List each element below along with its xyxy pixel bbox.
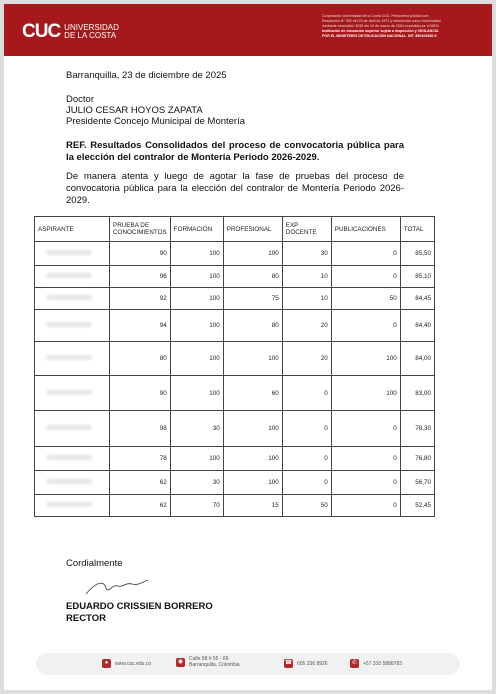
letter-date: Barranquilla, 23 de diciembre de 2025 — [66, 70, 227, 81]
redacted-name — [46, 502, 92, 507]
logo-text: UNIVERSIDAD DE LA COSTA — [64, 23, 119, 40]
cell-total: 85,50 — [400, 242, 434, 266]
footer-bar — [36, 653, 460, 675]
university-logo[interactable] — [22, 21, 119, 43]
aspirante-cell-redacted — [35, 342, 110, 376]
phone-icon: ☎ — [284, 660, 293, 666]
cell-formacion: 70 — [170, 495, 223, 517]
col-profesional: PROFESIONAL — [223, 217, 282, 242]
cell-exp: 0 — [282, 411, 331, 447]
cell-formacion: 100 — [170, 288, 223, 310]
col-exp-docente: EXP DOCENTE — [282, 217, 331, 242]
closing: Cordialmente — [66, 558, 123, 569]
cell-exp: 20 — [282, 342, 331, 376]
cell-exp: 20 — [282, 310, 331, 342]
footer-whatsapp[interactable]: ✆ +57 310 5888783 — [351, 660, 403, 667]
table-row — [35, 411, 435, 447]
cell-prueba: 62 — [110, 495, 171, 517]
table-row — [35, 242, 435, 266]
cell-profesional: 100 — [223, 342, 282, 376]
intro-paragraph: De manera atenta y luego de agotar la fase de pruebas del proceso de convocatoria pública para la elección del contralor de Montería Periodo 2026-2029. — [66, 171, 404, 206]
whatsapp-icon: ✆ — [351, 660, 358, 666]
cell-publicaciones: 0 — [331, 495, 400, 517]
table-row — [35, 288, 435, 310]
aspirante-cell-redacted — [35, 447, 110, 471]
table-row — [35, 266, 435, 288]
cell-publicaciones: 0 — [331, 471, 400, 495]
signature-image — [82, 576, 152, 600]
cell-prueba: 90 — [110, 376, 171, 411]
cell-total: 84,45 — [400, 288, 434, 310]
cell-prueba: 80 — [110, 342, 171, 376]
cell-publicaciones: 100 — [331, 342, 400, 376]
redacted-name — [46, 273, 92, 278]
cell-total: 52,45 — [400, 495, 434, 517]
aspirante-cell-redacted — [35, 376, 110, 411]
redacted-name — [46, 425, 92, 430]
cell-prueba: 98 — [110, 411, 171, 447]
footer-web[interactable]: ● www.cuc.edu.co — [102, 659, 151, 668]
cell-exp: 0 — [282, 471, 331, 495]
results-table — [34, 216, 435, 517]
cell-publicaciones: 0 — [331, 310, 400, 342]
cell-exp: 10 — [282, 288, 331, 310]
recipient-name: JULIO CESAR HOYOS ZAPATA — [66, 105, 203, 116]
cell-publicaciones: 0 — [331, 242, 400, 266]
cell-publicaciones: 100 — [331, 376, 400, 411]
aspirante-cell-redacted — [35, 242, 110, 266]
cell-profesional: 15 — [223, 495, 282, 517]
cell-profesional: 80 — [223, 310, 282, 342]
cell-profesional: 80 — [223, 266, 282, 288]
cell-prueba: 92 — [110, 288, 171, 310]
table-row — [35, 310, 435, 342]
cell-profesional: 75 — [223, 288, 282, 310]
cell-prueba: 90 — [110, 242, 171, 266]
cell-publicaciones: 50 — [331, 288, 400, 310]
cell-exp: 0 — [282, 376, 331, 411]
redacted-name — [46, 322, 92, 327]
cell-total: 83,00 — [400, 376, 434, 411]
redacted-name — [46, 295, 92, 300]
aspirante-cell-redacted — [35, 266, 110, 288]
logo-mark: CUC — [22, 21, 61, 42]
redacted-name — [46, 390, 92, 395]
cell-formacion: 100 — [170, 342, 223, 376]
cell-exp: 30 — [282, 242, 331, 266]
cell-exp: 10 — [282, 266, 331, 288]
cell-formacion: 100 — [170, 266, 223, 288]
aspirante-cell-redacted — [35, 411, 110, 447]
cell-publicaciones: 0 — [331, 411, 400, 447]
cell-formacion: 100 — [170, 447, 223, 471]
cell-formacion: 100 — [170, 376, 223, 411]
cell-publicaciones: 0 — [331, 266, 400, 288]
location-pin-icon: ◉ — [177, 658, 184, 665]
table-header-row — [35, 217, 435, 242]
cell-profesional: 100 — [223, 447, 282, 471]
letterhead — [4, 4, 492, 56]
aspirante-cell-redacted — [35, 495, 110, 517]
cell-total: 76,80 — [400, 447, 434, 471]
letter-page — [4, 4, 492, 690]
salutation: Doctor — [66, 94, 94, 105]
table-row — [35, 376, 435, 411]
cell-profesional: 100 — [223, 471, 282, 495]
footer-phone[interactable]: ☎ 605 336 8926 — [284, 660, 328, 667]
aspirante-cell-redacted — [35, 471, 110, 495]
col-prueba: PRUEBA DE CONOCIMIENTOS — [110, 217, 171, 242]
recipient-title: Presidente Concejo Municipal de Montería — [66, 116, 246, 127]
cell-formacion: 100 — [170, 310, 223, 342]
table-row — [35, 495, 435, 517]
aspirante-cell-redacted — [35, 310, 110, 342]
table-row — [35, 471, 435, 495]
cell-prueba: 78 — [110, 447, 171, 471]
cell-total: 85,10 — [400, 266, 434, 288]
table-row — [35, 342, 435, 376]
footer-address: ◉ Calle 58 # 55 - 66 Barranquilla, Colombia — [177, 656, 240, 668]
cell-prueba: 94 — [110, 310, 171, 342]
col-formacion: FORMACIÓN — [170, 217, 223, 242]
cell-total: 56,70 — [400, 471, 434, 495]
col-publicaciones: PUBLICACIONES — [331, 217, 400, 242]
legal-notice: Corporación Universidad de la Costa CUC. Personería jurídica con Resolución N° 352 del 23 de abril de 1971 y reconocida como Universidad mediante resolución 3235 del 19 de marzo de 2004 expedida por el MEN. Institución de educación superior sujeta a inspección y VIGILANCIA POR EL MINISTERIO DE EDUCACIÓN NACIONAL. NIT. 890104530-9 — [322, 14, 441, 38]
cell-exp: 0 — [282, 447, 331, 471]
redacted-name — [46, 355, 92, 360]
cell-publicaciones: 0 — [331, 447, 400, 471]
cell-total: 84,00 — [400, 342, 434, 376]
signer-title: RECTOR — [66, 613, 106, 624]
table-row — [35, 447, 435, 471]
col-total: TOTAL — [400, 217, 434, 242]
redacted-name — [46, 250, 92, 255]
cell-profesional: 100 — [223, 411, 282, 447]
cell-formacion: 30 — [170, 471, 223, 495]
redacted-name — [46, 479, 92, 484]
cell-total: 78,30 — [400, 411, 434, 447]
signer-name: EDUARDO CRISSIEN BORRERO — [66, 601, 213, 612]
cell-exp: 50 — [282, 495, 331, 517]
globe-icon: ● — [102, 659, 111, 668]
cell-profesional: 60 — [223, 376, 282, 411]
cell-profesional: 100 — [223, 242, 282, 266]
cell-prueba: 62 — [110, 471, 171, 495]
cell-formacion: 30 — [170, 411, 223, 447]
cell-total: 84,40 — [400, 310, 434, 342]
aspirante-cell-redacted — [35, 288, 110, 310]
cell-prueba: 96 — [110, 266, 171, 288]
redacted-name — [46, 455, 92, 460]
col-aspirante: ASPIRANTE — [35, 217, 110, 242]
cell-formacion: 100 — [170, 242, 223, 266]
reference-line: REF. Resultados Consolidados del proceso de convocatoria pública para la elección del contralor de Montería Periodo 2026-2029. — [66, 140, 404, 163]
